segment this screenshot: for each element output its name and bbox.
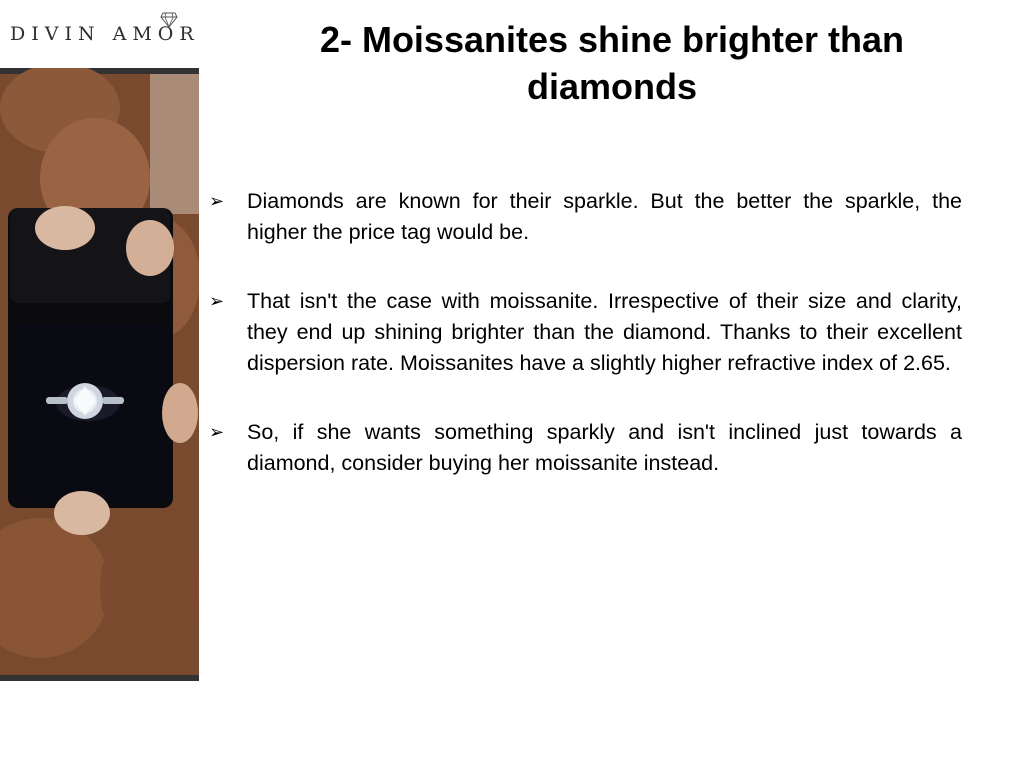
arrow-bullet-icon: ➢ <box>209 291 225 311</box>
list-item <box>209 286 962 379</box>
arrow-bullet-icon: ➢ <box>209 422 225 442</box>
diamond-icon <box>160 12 178 28</box>
arrow-bullet-icon: ➢ <box>209 191 225 211</box>
bullet-text: Diamonds are known for their sparkle. But the better the sparkle, the higher the price tag would be. <box>247 189 962 244</box>
bullet-text: So, if she wants something sparkly and isn't inclined just towards a diamond, consider buying her moissanite instead. <box>247 420 962 475</box>
bullet-text: That isn't the case with moissanite. Irrespective of their size and clarity, they end up shining brighter than the diamond. Thanks to their excellent dispersion rate. Moissanites have a slightly higher refractive index of 2.65. <box>247 289 962 375</box>
bullet-list <box>209 186 962 517</box>
list-item <box>209 186 962 248</box>
list-item <box>209 417 962 479</box>
ring-box-photo <box>0 68 199 681</box>
slide-title: 2- Moissanites shine brighter than diamonds <box>319 19 905 107</box>
logo-text: DIVIN AMOR <box>10 23 200 45</box>
brand-logo <box>10 14 205 54</box>
